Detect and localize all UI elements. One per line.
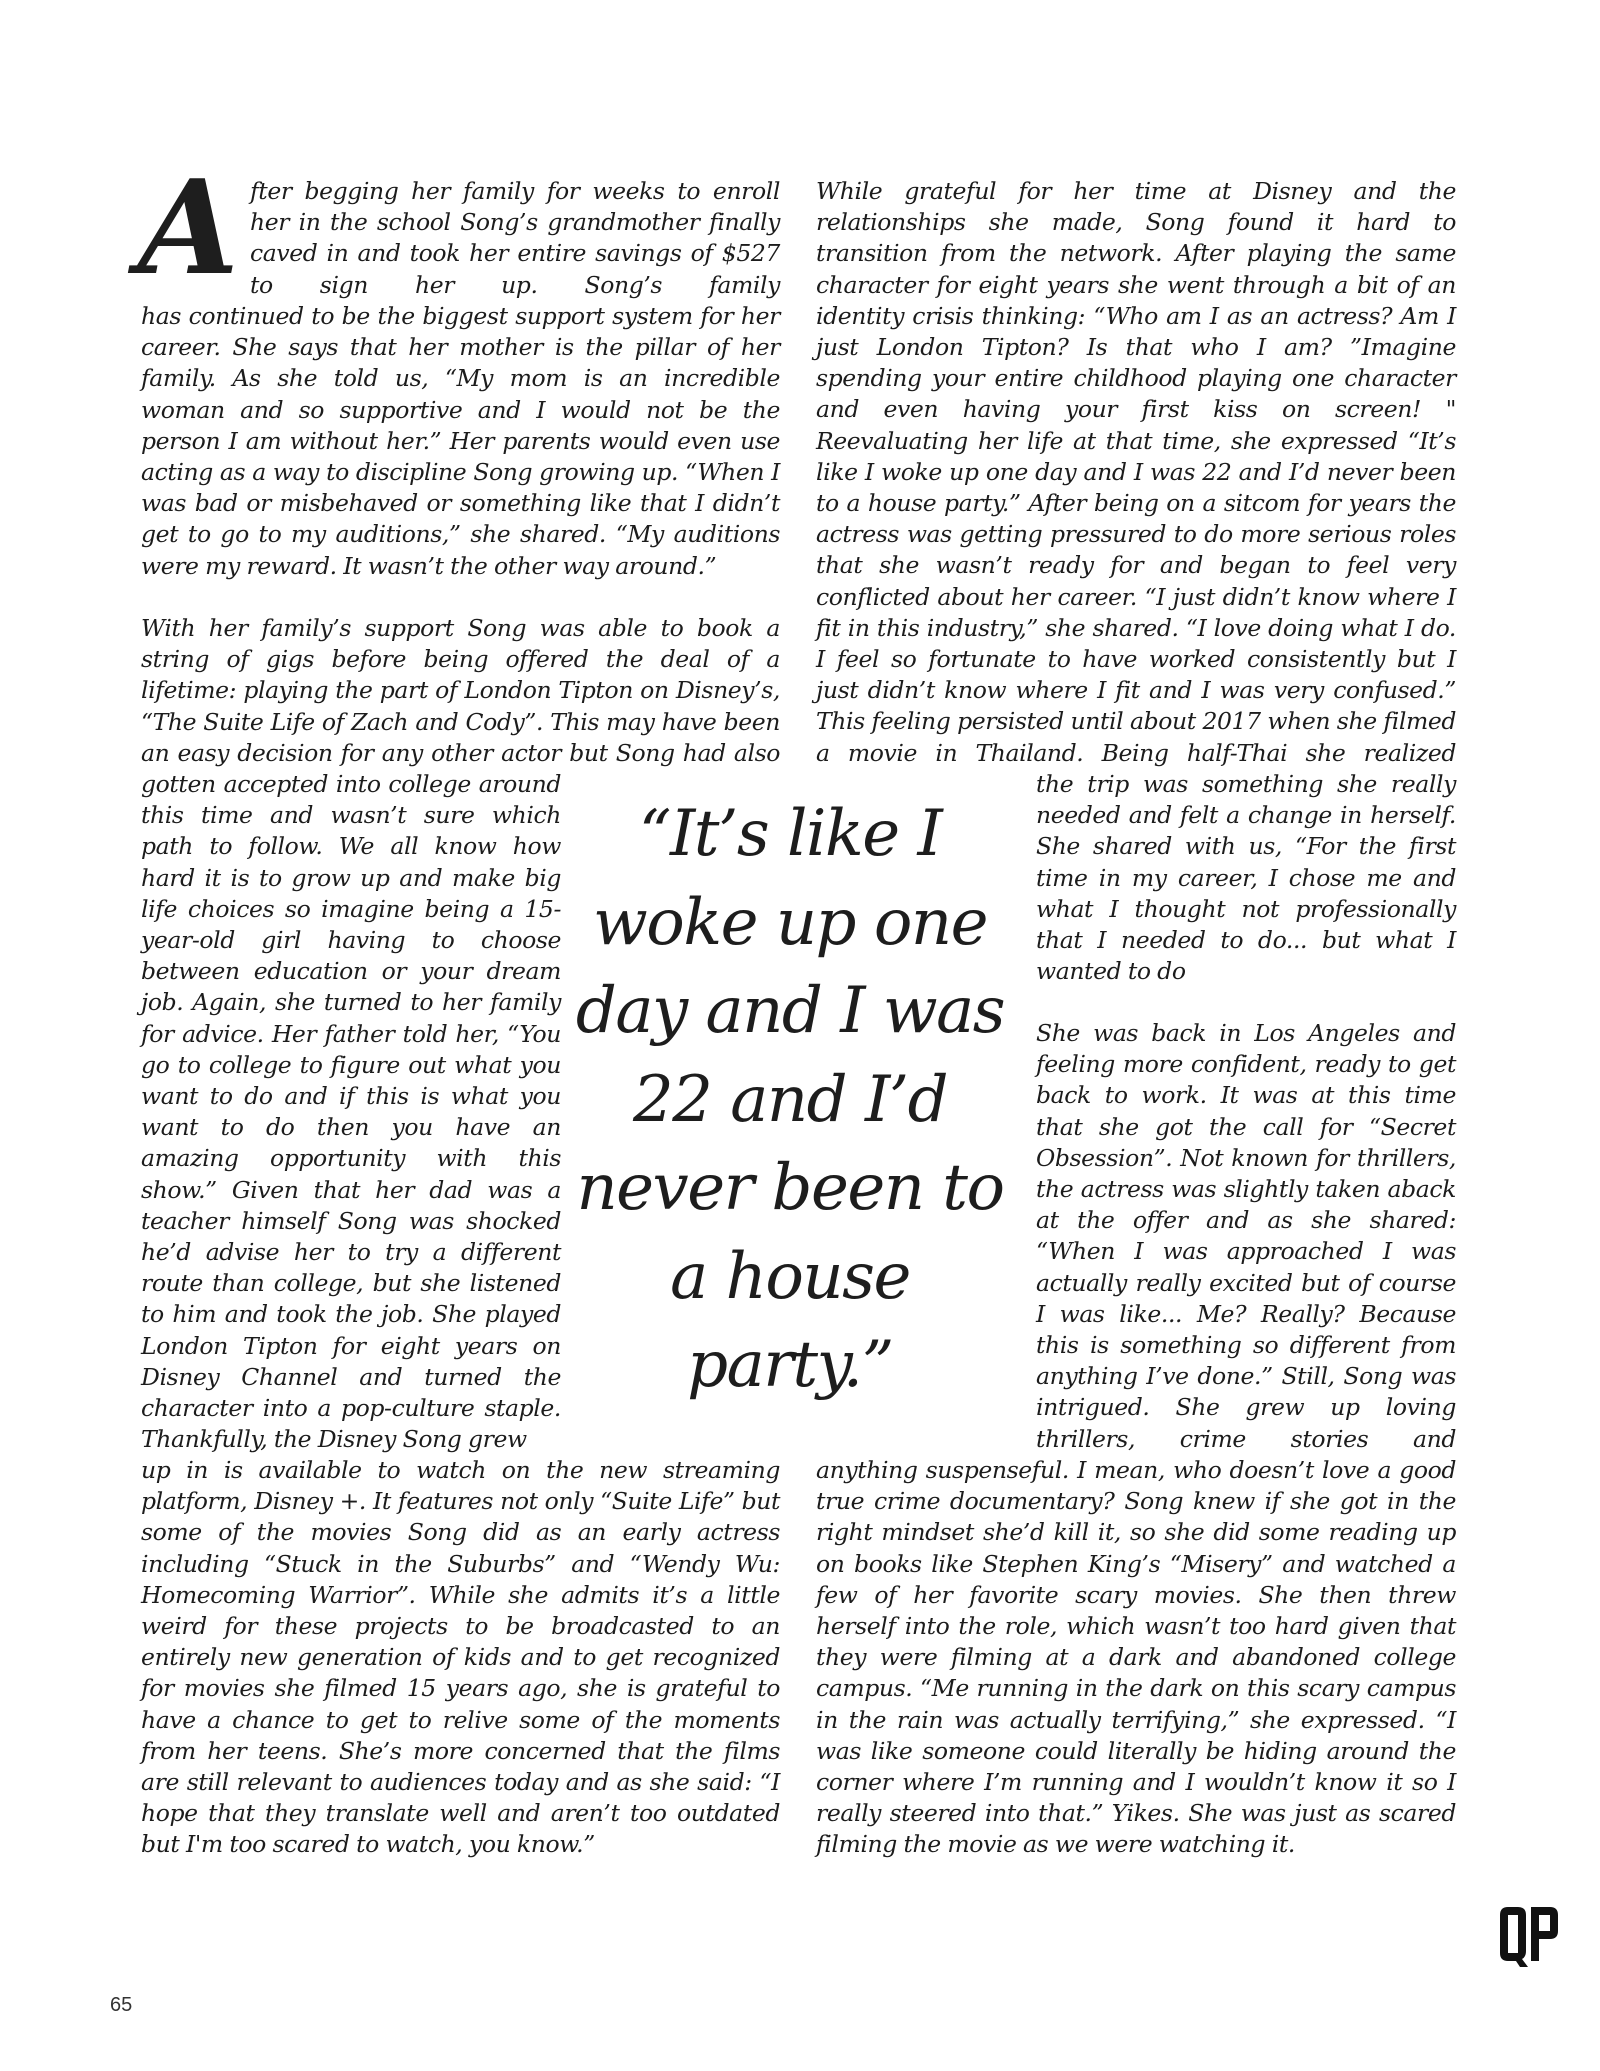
paragraph-1-intro: fter begging her family for weeks to enroll her in the school Song’s grandmother finally caved in and took her entire savings of $527 to sign her up. Song’s family bbox=[250, 177, 780, 299]
paragraph-5-narrow: She was back in Los Angeles and feeling more confident, ready to get back to work. It was at this time that she got the call for “Secret Obsession”. Not known for thrillers, the actress was slightly taken aback at the offer and as she shared: “When I was approached I was actually really excited but of course I was like... Me? Really? Because this is something so different from anything I’ve done.” Still, Song was intrigued. She grew up loving thrillers, crime stories and bbox=[1036, 1019, 1456, 1453]
paragraph-3-narrow: Thankfully, the Disney Song grew bbox=[141, 1425, 527, 1453]
paragraph-4-wide: While grateful for her time at Disney and the relationships she made, Song found it hard to transition from the network. After playing the same character for eight years she went through a bit of an identity crisis thinking: “Who am I as an actress? Am I just London Tipton? Is that who I am? ”Imagine spending your entire childhood playing one character and even having your first kiss on screen! " Reevaluating her life at that time, she expressed “It’s like I woke up one day and I was 22 and I’d never been to a house party.” After being on a sitcom for years the actress was getting pressured to do more serious roles that she wasn’t ready for and began to feel very conflicted about her career. “I just didn’t know where I fit in this industry,” she shared. “I love doing what I do. I feel so fortunate to have worked consistently but I just didn’t know where I fit and I was very confused.” This feeling persisted until about 2017 when she filmed a movie in Thailand. Being half-Thai she realized bbox=[816, 177, 1456, 767]
pull-quote: “It’s like I woke up one day and I was 22 and I’d never been to a house party.” bbox=[575, 797, 1005, 1402]
paragraph-1-body: has continued to be the biggest support system for her career. She says that her mother is the pillar of her family. As she told us, “My mom is an incredible woman and so supportive and I would not be the person I am without her.” Her parents would even use acting as a way to discipline Song growing up. “When I was bad or misbehaved or something like that I didn’t get to go to my auditions,” she shared. “My auditions were my reward. It wasn’t the other way around.” bbox=[141, 302, 780, 580]
page-number: 65 bbox=[110, 1994, 133, 2016]
paragraph-5-wide: anything suspenseful. I mean, who doesn’t love a good true crime documentary? Song knew if she got in the right mindset she’d kill it, so she did some reading up on books like Stephen King’s “Misery” and watched a few of her favorite scary movies. She then threw herself into the role, which wasn’t too hard given that they were filming at a dark and abandoned college campus. “Me running in the dark on this scary campus in the rain was actually terrifying,” she expressed. “I was like someone could literally be hiding around the corner where I’m running and I wouldn’t know it so I really steered into that.” Yikes. She was just as scared filming the movie as we were watching it. bbox=[816, 1456, 1456, 1859]
paragraph-4-narrow: the trip was something she really needed and felt a change in herself. She shared with us, “For the first time in my career, I chose me and what I thought not professionally that I needed to do... but what I wanted to do bbox=[1036, 770, 1456, 986]
drop-cap: A bbox=[138, 151, 239, 304]
paragraph-2-wide: With her family’s support Song was able to book a string of gigs before being offered the deal of a lifetime: playing the part of London Tipton on Disney’s, “The Suite Life of Zach and Cody”. This may have been an easy decision for any other actor but Song had also bbox=[141, 614, 780, 767]
qp-logo bbox=[1498, 1905, 1560, 1969]
paragraph-3-wide: up in is available to watch on the new streaming platform, Disney +. It features not only “Suite Life” but some of the movies Song did as an early actress including “Stuck in the Suburbs” and “Wendy Wu: Homecoming Warrior”. While she admits it’s a little weird for these projects to be broadcasted to an entirely new generation of kids and to get recognized for movies she filmed 15 years ago, she is grateful to have a chance to get to relive some of the moments from her teens. She’s more concerned that the films are still relevant to audiences today and as she said: “I hope that they translate well and aren’t too outdated but I'm too scared to watch, you know.” bbox=[141, 1456, 780, 1859]
paragraph-2-narrow: gotten accepted into college around this time and wasn’t sure which path to follow. We all know how hard it is to grow up and make big life choices so imagine being a 15-year-old girl having to choose between education or your dream job. Again, she turned to her family for advice. Her father told her, “You go to college to figure out what you want to do and if this is what you want to do then you have an amazing opportunity with this show.” Given that her dad was a teacher himself Song was shocked he’d advise her to try a different route than college, but she listened to him and took the job. She played London Tipton for eight years on Disney Channel and turned the character into a pop-culture staple. bbox=[141, 770, 561, 1423]
